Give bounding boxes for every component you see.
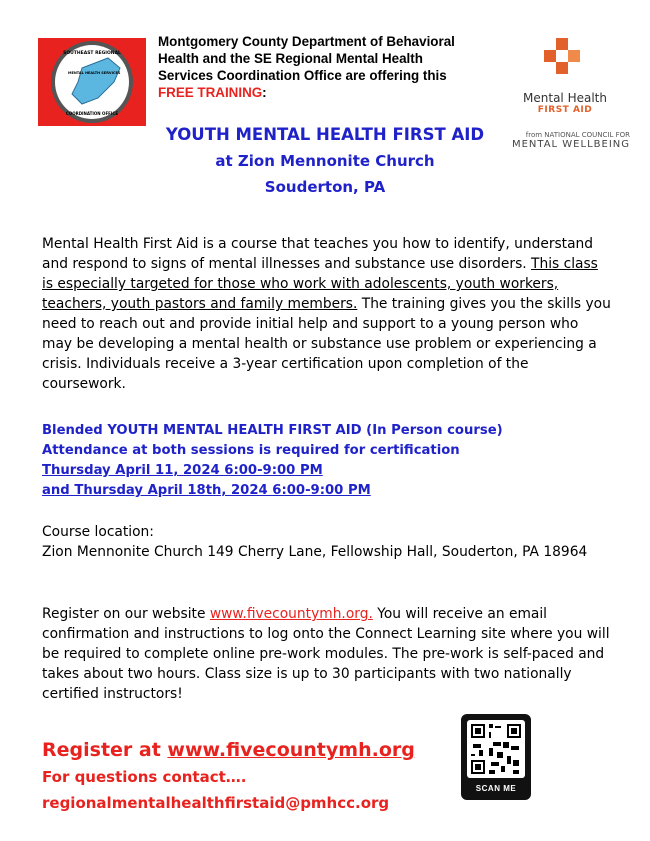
session-requirement: Attendance at both sessions is required for certification bbox=[42, 443, 460, 458]
session-info bbox=[42, 421, 612, 501]
register-details: You will receive an email confirmation and instructions to log onto the Connect Learning site where you will be required to complete online pre-work modules. The pre-work is self-paced and takes about two hours. Class size is up to 30 participants with two nationally certified instructors! bbox=[42, 606, 610, 702]
location-address: Zion Mennonite Church 149 Cherry Lane, Fellowship Hall, Souderton, PA 18964 bbox=[42, 544, 588, 560]
regional-office-logo bbox=[38, 38, 146, 126]
desc-part-2: The training gives you the skills you need to reach out and provide initial help and support to a young person who may be developing a mental health or substance use problem or experiencing a crisis. Individuals receive a 3-year certification upon completion of the coursework. bbox=[42, 296, 611, 392]
logo-bottom-text: COORDINATION OFFICE bbox=[65, 111, 119, 116]
main-title: YOUTH MENTAL HEALTH FIRST AID bbox=[165, 125, 485, 144]
course-location bbox=[42, 522, 612, 562]
city-title: Souderton, PA bbox=[264, 178, 386, 196]
org-line-2: Health and the SE Regional Mental Health bbox=[158, 51, 423, 66]
mhfa-name: Mental Health bbox=[523, 91, 607, 105]
qr-scan-label: SCAN ME bbox=[475, 784, 517, 793]
org-line-3: Services Coordination Office are offering this bbox=[158, 68, 447, 83]
mhfa-cross-icon bbox=[500, 36, 630, 86]
course-description bbox=[42, 234, 612, 394]
venue-title: at Zion Mennonite Church bbox=[215, 152, 435, 170]
logo-top-text: SOUTHEAST REGIONAL bbox=[63, 51, 121, 56]
mhfa-from: from NATIONAL COUNCIL FOR bbox=[525, 131, 630, 139]
mhfa-sub: FIRST AID bbox=[537, 105, 593, 115]
cta-register-link[interactable]: www.fivecountymh.org bbox=[167, 739, 415, 761]
register-prefix: Register on our website bbox=[42, 606, 210, 622]
cta-questions: For questions contact…. bbox=[42, 768, 247, 786]
cta-register-prefix: Register at bbox=[42, 739, 168, 761]
mhfa-council: MENTAL WELLBEING bbox=[511, 139, 630, 150]
qr-code-icon bbox=[467, 720, 525, 778]
session-date-2: and Thursday April 18th, 2024 6:00-9:00 PM bbox=[42, 483, 371, 498]
org-intro bbox=[158, 33, 498, 101]
qr-code[interactable] bbox=[461, 714, 531, 800]
free-training-label: FREE TRAINING bbox=[158, 85, 263, 100]
desc-part-1: Mental Health First Aid is a course that teaches you how to identify, understand and respond to signs of mental illnesses and substance use disorders. bbox=[42, 236, 594, 272]
org-line-1: Montgomery County Department of Behavioral bbox=[158, 34, 455, 49]
call-to-action bbox=[42, 736, 442, 816]
cta-email[interactable]: regionalmentalhealthfirstaid@pmhcc.org bbox=[42, 794, 390, 812]
location-label: Course location: bbox=[42, 524, 154, 540]
register-website-link[interactable]: www.fivecountymh.org. bbox=[209, 606, 373, 622]
session-course-type: Blended YOUTH MENTAL HEALTH FIRST AID (In Person course) bbox=[42, 423, 503, 438]
session-date-1: Thursday April 11, 2024 6:00-9:00 PM bbox=[42, 463, 323, 478]
register-info bbox=[42, 604, 612, 704]
logo-middle-text: MENTAL HEALTH SERVICES bbox=[68, 71, 121, 75]
org-colon: : bbox=[262, 85, 267, 100]
desc-target-audience: This class is especially targeted for those who work with adolescents, youth workers, teachers, youth pastors and family members. bbox=[42, 256, 598, 312]
